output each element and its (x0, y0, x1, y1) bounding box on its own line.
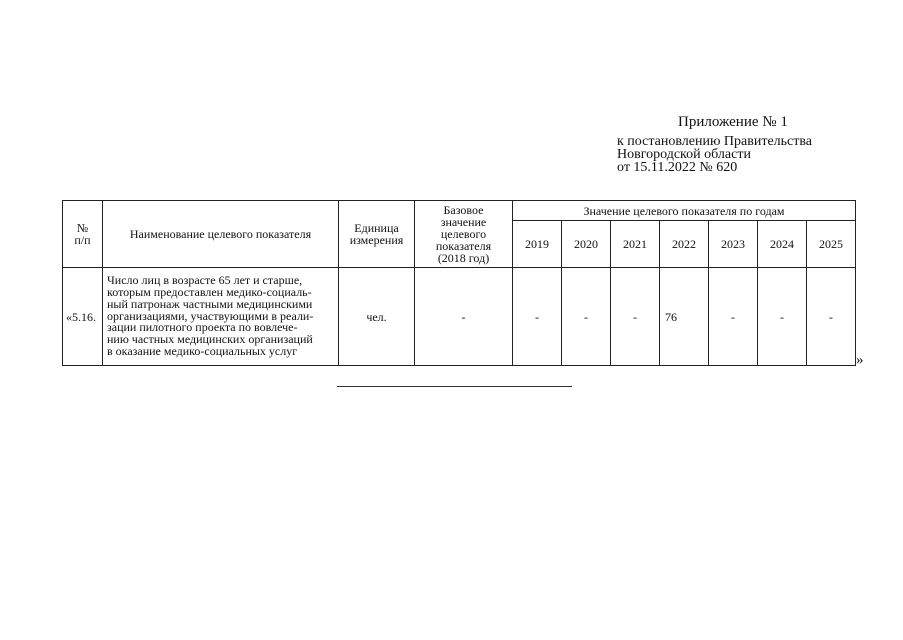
appendix-title: Приложение № 1 (678, 114, 788, 130)
resolution-line-3: от 15.11.2022 № 620 (617, 160, 738, 175)
column-header-year: 2019 (513, 221, 562, 268)
column-header-year: 2022 (660, 221, 709, 268)
year-value: - (562, 268, 611, 366)
column-header-year: 2020 (562, 221, 611, 268)
column-header-years-group: Значение целевого показателя по годам (513, 201, 856, 221)
indicator-unit: чел. (339, 268, 415, 366)
year-value: - (758, 268, 807, 366)
table-row (63, 268, 856, 366)
column-header-year: 2024 (758, 221, 807, 268)
year-value: - (611, 268, 660, 366)
column-header-base-value: Базовое значение целевого показателя (2018 год) (415, 201, 513, 268)
column-header-year: 2025 (807, 221, 856, 268)
header-row (63, 201, 856, 221)
resolution-reference (617, 135, 812, 174)
column-header-unit: Единица измерения (339, 201, 415, 268)
column-header-number: № п/п (63, 201, 103, 268)
resolution-line-1: к постановлению Правительства (617, 134, 813, 149)
year-value: - (807, 268, 856, 366)
indicator-base-value: - (415, 268, 513, 366)
row-number: «5.16. (63, 268, 103, 366)
column-header-name: Наименование целевого показателя (103, 201, 339, 268)
closing-quote: » (856, 352, 864, 368)
year-value: 76 (660, 268, 709, 366)
column-header-year: 2023 (709, 221, 758, 268)
year-value: - (709, 268, 758, 366)
column-header-year: 2021 (611, 221, 660, 268)
resolution-line-2: Новгородской области (617, 147, 751, 162)
indicators-table (62, 200, 856, 366)
indicator-name: Число лиц в возрасте 65 лет и старше, которым предоставлен медико-социаль- ный патронаж частными медицинскими организациями, участвующими в реали- зации пилотного проекта по вовлече- нию частных медицинских организаций в оказание медико-социальных услуг (103, 268, 339, 366)
year-value: - (513, 268, 562, 366)
end-divider-line (337, 386, 572, 387)
